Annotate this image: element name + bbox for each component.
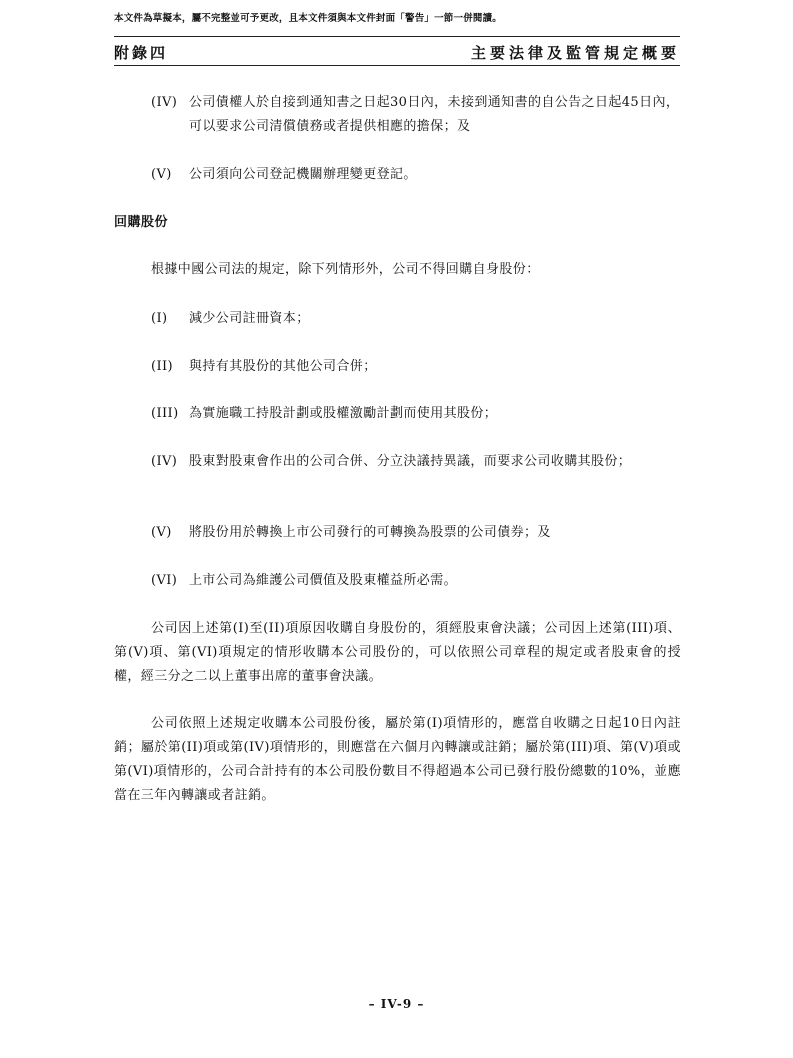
list-item [151,402,681,426]
item-text: 與持有其股份的其他公司合併； [189,359,377,374]
appendix-title: 主要法律及監管規定概要 [470,44,680,62]
item-number: (VI) [151,573,178,588]
draft-notice: 本文件為草擬本，屬不完整並可予更改，且本文件須與本文件封面「警告」一節一併閱讀。 [114,13,503,24]
list-item [151,355,681,379]
item-number: (IV) [151,454,178,469]
item-text: 將股份用於轉換上市公司發行的可轉換為股票的公司債券；及 [189,525,551,540]
item-text: 為實施職工持股計劃或股權激勵計劃而使用其股份； [189,406,498,421]
item-number: (V) [151,525,172,540]
item-number: (IV) [151,95,178,110]
list-item [151,307,681,331]
item-number: (I) [151,311,168,326]
page-number: – IV-9 – [368,997,425,1011]
list-item [151,569,681,593]
item-text: 減少公司註冊資本； [189,311,310,326]
item-text: 上市公司為維護公司價值及股東權益所必需。 [189,573,458,588]
section-heading: 回購股份 [114,215,169,230]
header-rule-bottom [114,65,680,66]
item-number: (V) [151,167,172,182]
paragraph: 公司依照上述規定收購本公司股份後，屬於第(I)項情形的，應當自收購之日起10日內註銷；屬於第(II)項或第(IV)項情形的，則應當在六個月內轉讓或註銷；屬於第(III)項、第(V)項或第(VI)項情形的，公司合計持有的本公司股份數目不得超過本公司已發行股份總數的10%，並應當在三年內轉讓或者註銷。 [114,716,681,803]
item-number: (III) [151,406,179,421]
list-item [151,450,681,474]
item-text: 股東對股東會作出的公司合併、分立決議持異議，而要求公司收購其股份； [189,454,632,469]
item-text: 公司須向公司登記機關辦理變更登記。 [189,167,417,182]
appendix-label: 附錄四 [114,44,169,62]
list-item [151,163,681,187]
section-intro: 根據中國公司法的規定，除下列情形外，公司不得回購自身股份： [151,262,540,277]
item-number: (II) [151,359,174,374]
paragraph: 公司因上述第(I)至(II)項原因收購自身股份的，須經股東會決議；公司因上述第(III)項、第(V)項、第(VI)項規定的情形收購本公司股份的，可以依照公司章程的規定或者股東會的授權，經三分之二以上董事出席的董事會決議。 [114,621,681,684]
header-rule-top [114,36,680,37]
item-text: 公司債權人於自接到通知書之日起30日內，未接到通知書的自公告之日起45日內，可以要求公司清償債務或者提供相應的擔保；及 [189,95,680,134]
list-item [151,91,681,139]
list-item [151,521,681,545]
